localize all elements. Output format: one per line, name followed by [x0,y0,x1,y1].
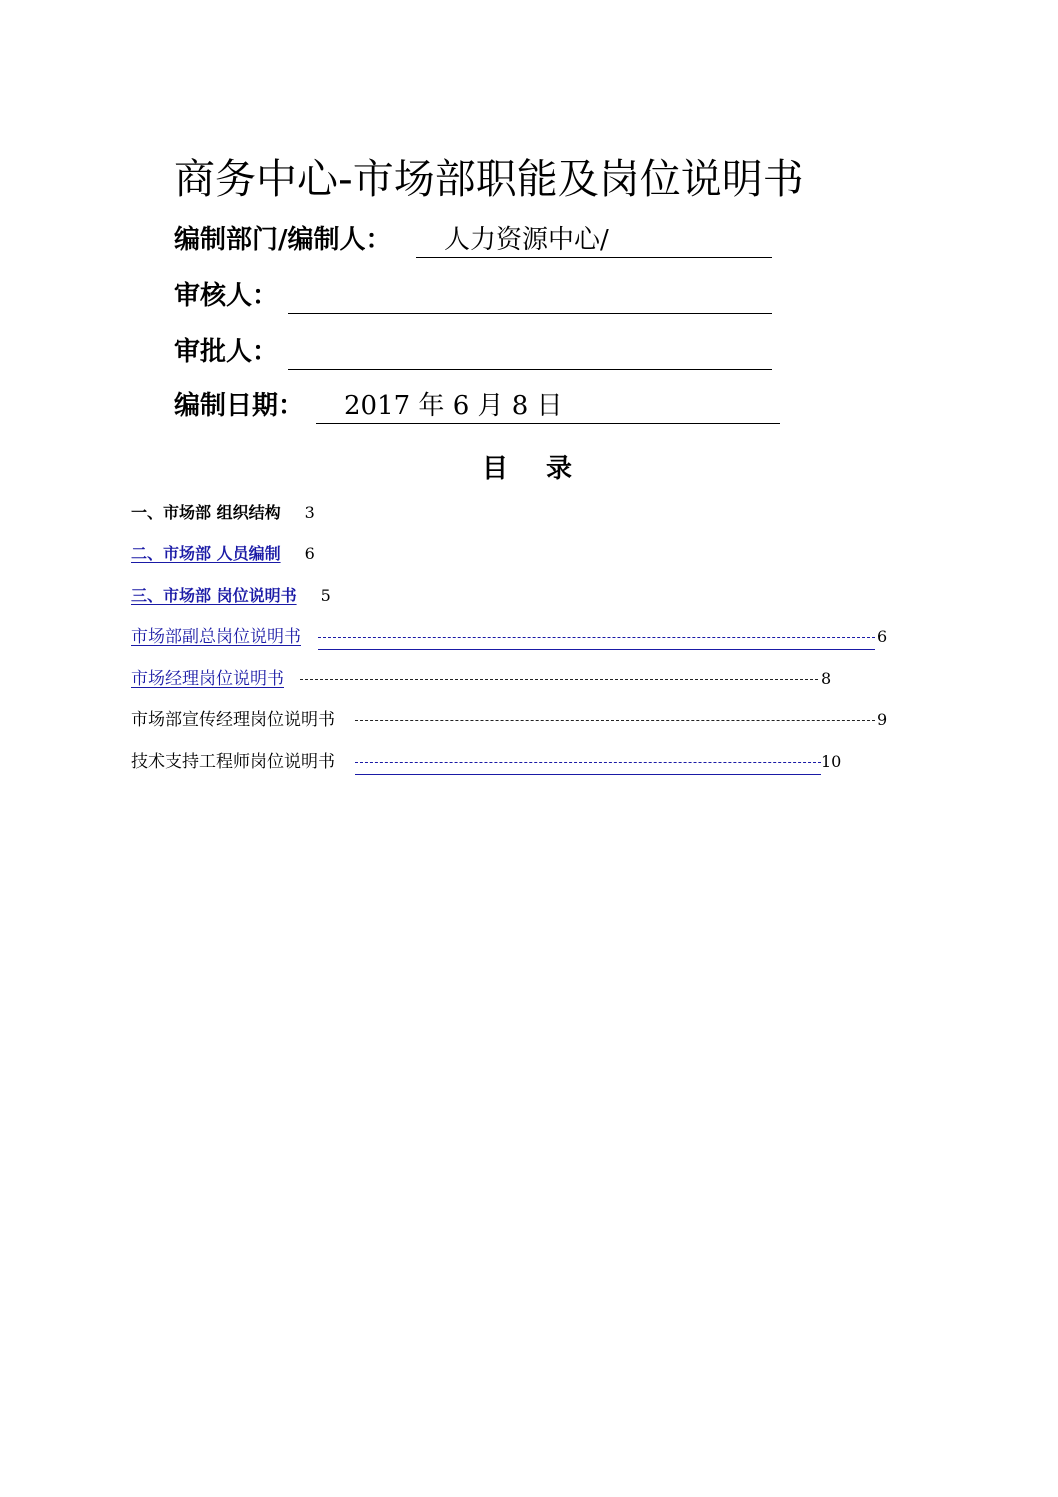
toc-section-2[interactable] [131,543,315,565]
toc-entry-page: 9 [877,710,888,729]
toc-leader-underline [318,649,875,650]
toc-leader [318,637,875,638]
toc-leader[interactable] [355,762,821,763]
date-label: 编制日期： [174,391,305,421]
dept-row [174,218,794,258]
reviewer-label: 审核人： [174,281,279,311]
toc-entry-3[interactable] [131,709,891,733]
toc-section-page: 5 [320,586,331,605]
toc-section-3[interactable] [131,585,331,607]
toc-leader [300,679,818,680]
toc-entry-2[interactable] [131,668,891,692]
reviewer-field[interactable] [288,284,772,314]
approver-field[interactable] [288,340,772,370]
toc-leader [355,720,875,721]
toc-entry-label: 技术支持工程师岗位说明书 [131,752,335,772]
date-row [174,384,794,424]
toc-entry-label[interactable]: 市场部副总岗位说明书 [131,627,301,647]
toc-entry-page: 10 [821,752,842,771]
approver-label: 审批人： [174,337,279,367]
toc-entry-label: 市场部宣传经理岗位说明书 [131,710,335,730]
reviewer-row [174,274,794,314]
dept-value: 人力资源中心/ [444,225,609,255]
toc-entry-4[interactable] [131,751,891,775]
toc-entry-page: 8 [821,669,832,688]
toc-entry-label[interactable]: 市场经理岗位说明书 [131,669,284,689]
toc-entry-1[interactable] [131,626,891,650]
dept-field[interactable] [416,225,772,258]
toc-title: 目 录 [482,454,573,484]
date-field[interactable] [316,391,780,424]
toc-section-link[interactable]: 二、市场部 人员编制 [131,544,281,563]
toc-section-page: 3 [304,503,315,522]
toc-entry-page: 6 [877,627,888,646]
toc-section-link[interactable]: 三、市场部 岗位说明书 [131,586,297,605]
toc-leader-underline [355,774,821,775]
approver-row [174,330,794,370]
date-value: 2017 年 6 月 8 日 [344,391,563,421]
document-title: 商务中心-市场部职能及岗位说明书 [174,155,804,203]
toc-section-1[interactable] [131,502,315,524]
toc-section-label: 一、市场部 组织结构 [131,503,281,522]
dept-label: 编制部门/编制人： [174,225,392,255]
toc-section-page: 6 [304,544,315,563]
